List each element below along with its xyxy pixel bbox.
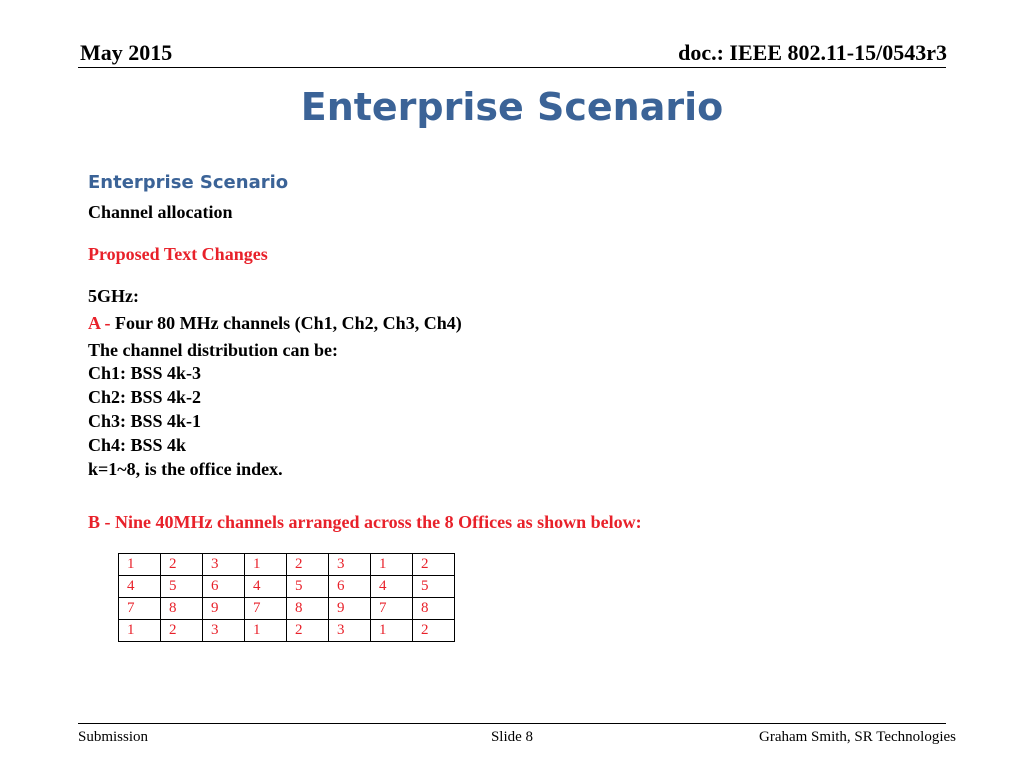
band-label: 5GHz: xyxy=(88,286,139,306)
table-cell: 9 xyxy=(329,598,371,620)
header-date: May 2015 xyxy=(80,40,173,65)
table-cell: 3 xyxy=(203,620,245,642)
table-cell: 4 xyxy=(245,576,287,598)
table-row xyxy=(119,554,455,576)
option-a-text: Four 80 MHz channels (Ch1, Ch2, Ch3, Ch4) xyxy=(115,313,462,333)
table-cell: 3 xyxy=(203,554,245,576)
table-cell: 5 xyxy=(413,576,455,598)
footer-author: Graham Smith, SR Technologies xyxy=(759,729,956,745)
header-doc-id: doc.: IEEE 802.11-15/0543r3 xyxy=(678,40,947,65)
channel-table-body xyxy=(119,554,455,642)
table-cell: 2 xyxy=(161,620,203,642)
option-b-line: B - Nine 40MHz channels arranged across the 8 Offices as shown below: xyxy=(88,512,642,532)
table-cell: 2 xyxy=(161,554,203,576)
table-cell: 9 xyxy=(203,598,245,620)
distribution-intro: The channel distribution can be: xyxy=(88,340,339,360)
table-cell: 2 xyxy=(287,620,329,642)
table-cell: 7 xyxy=(371,598,413,620)
table-cell: 5 xyxy=(161,576,203,598)
table-cell: 1 xyxy=(245,620,287,642)
table-cell: 1 xyxy=(119,554,161,576)
table-cell: 2 xyxy=(413,620,455,642)
table-cell: 8 xyxy=(287,598,329,620)
section-subtitle: Channel allocation xyxy=(88,202,233,222)
option-a-line xyxy=(88,313,462,334)
proposed-heading: Proposed Text Changes xyxy=(88,244,268,264)
table-cell: 6 xyxy=(329,576,371,598)
table-cell: 3 xyxy=(329,620,371,642)
table-cell: 4 xyxy=(119,576,161,598)
table-row xyxy=(119,598,455,620)
table-row xyxy=(119,576,455,598)
table-cell: 4 xyxy=(371,576,413,598)
ch2-line: Ch2: BSS 4k-2 xyxy=(88,387,202,407)
table-cell: 3 xyxy=(329,554,371,576)
footer-rule xyxy=(78,723,946,724)
option-a-prefix: A - xyxy=(88,313,111,333)
header-rule xyxy=(78,67,946,68)
channel-grid xyxy=(118,553,455,642)
table-cell: 5 xyxy=(287,576,329,598)
footer-submission: Submission xyxy=(78,729,149,745)
table-cell: 2 xyxy=(413,554,455,576)
channel-table xyxy=(118,553,455,642)
ch1-line: Ch1: BSS 4k-3 xyxy=(88,363,202,383)
k-note: k=1~8, is the office index. xyxy=(88,459,283,479)
section-title: Enterprise Scenario xyxy=(88,172,289,193)
table-cell: 7 xyxy=(119,598,161,620)
ch3-line: Ch3: BSS 4k-1 xyxy=(88,411,202,431)
table-row xyxy=(119,620,455,642)
table-cell: 1 xyxy=(371,554,413,576)
ch4-line: Ch4: BSS 4k xyxy=(88,435,187,455)
table-cell: 1 xyxy=(371,620,413,642)
table-cell: 8 xyxy=(161,598,203,620)
slide-title: Enterprise Scenario xyxy=(300,85,724,129)
table-cell: 7 xyxy=(245,598,287,620)
table-cell: 1 xyxy=(119,620,161,642)
footer-slide-number: Slide 8 xyxy=(490,729,534,745)
table-cell: 6 xyxy=(203,576,245,598)
table-cell: 1 xyxy=(245,554,287,576)
table-cell: 2 xyxy=(287,554,329,576)
table-cell: 8 xyxy=(413,598,455,620)
